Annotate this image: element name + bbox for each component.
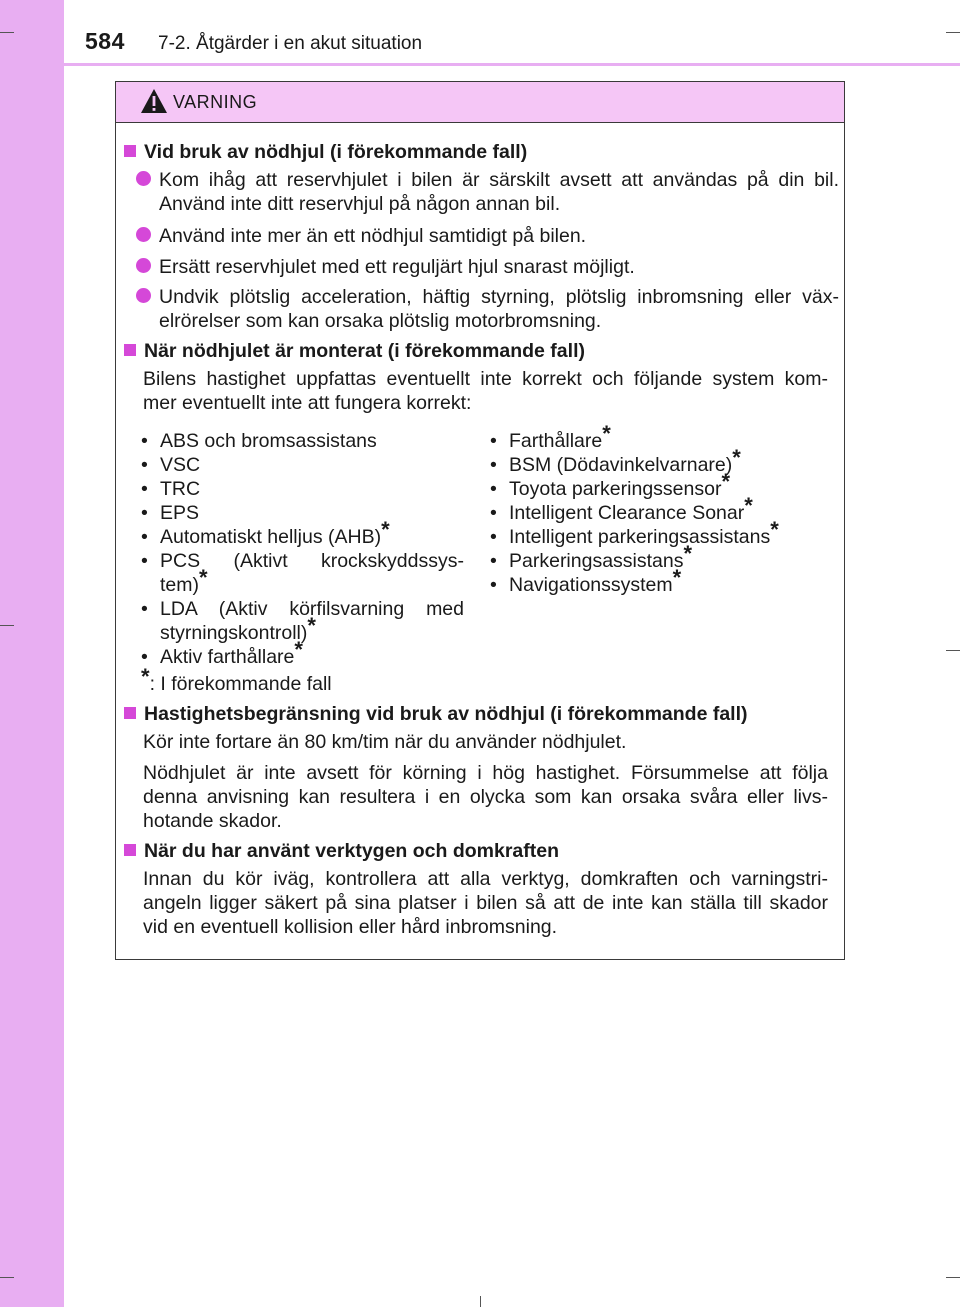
page-number: 584 <box>85 28 125 54</box>
crop-mark <box>946 650 960 651</box>
bullet-text: Undvik plötslig acceleration, häftig styrning, plötslig inbromsning eller väx- <box>159 286 839 308</box>
crop-mark <box>946 1277 960 1278</box>
section-heading: Hastighetsbegränsning vid bruk av nödhjul (i förekommande fall) <box>124 702 748 726</box>
paragraph-text: Kör inte fortare än 80 km/tim när du använder nödhjulet. <box>143 731 627 753</box>
paragraph-text: Bilens hastighet uppfattas eventuellt inte korrekt och följande system kom- <box>143 368 828 390</box>
list-item: • Automatiskt helljus (AHB)* <box>141 525 464 549</box>
list-item: • Parkeringsassistans* <box>490 549 840 573</box>
bullet-text: Använd inte ditt reservhjul på någon annan bil. <box>159 193 561 215</box>
paragraph-text: Innan du kör iväg, kontrollera att alla verktyg, domkraften och varningstri- <box>143 868 828 890</box>
paragraph-text: mer eventuellt inte att fungera korrekt: <box>143 392 472 414</box>
crop-mark <box>0 1277 14 1278</box>
paragraph-text: hotande skador. <box>143 810 282 832</box>
section-title: 7-2. Åtgärder i en akut situation <box>158 33 423 54</box>
crop-mark <box>480 1296 481 1307</box>
paragraph-text: angeln ligger säkert på sina platser i bilen så att de inte kan ställa till skador <box>143 892 828 914</box>
crop-mark <box>0 625 14 626</box>
section-heading: När nödhjulet är monterat (i förekommande fall) <box>124 339 585 363</box>
warning-content <box>116 82 844 959</box>
section-heading: När du har använt verktygen och domkraften <box>124 839 559 863</box>
list-item: • TRC <box>141 477 464 501</box>
bullet-text: Ersätt reservhjulet med ett reguljärt hjul snarast möjligt. <box>159 256 635 278</box>
section-heading: Vid bruk av nödhjul (i förekommande fall) <box>124 140 527 164</box>
list-item: • LDA (Aktiv körfilsvarning med styrningskontroll)* <box>141 597 464 645</box>
paragraph-text: Nödhjulet är inte avsett för körning i hög hastighet. Försummelse att följa <box>143 762 828 784</box>
list-item: • Aktiv farthållare* <box>141 645 464 669</box>
list-item: • Navigationssystem* <box>490 573 840 597</box>
system-list-right <box>490 421 840 597</box>
paragraph-text: vid en eventuell kollision eller hård inbromsning. <box>143 916 558 938</box>
square-bullet-icon <box>124 844 136 856</box>
list-item: • Toyota parkeringssensor* <box>490 477 840 501</box>
bullet-text: elrörelser som kan orsaka plötslig motorbromsning. <box>159 310 602 332</box>
crop-mark <box>946 32 960 33</box>
round-bullet-icon <box>136 258 151 273</box>
round-bullet-icon <box>136 227 151 242</box>
list-item: • Intelligent parkeringsassistans* <box>490 525 840 549</box>
list-item: • BSM (Dödavinkelvarnare)* <box>490 453 840 477</box>
list-item: • PCS (Aktivt krockskyddssys- tem)* <box>141 549 464 597</box>
bullet-text: Kom ihåg att reservhjulet i bilen är särskilt avsett att användas på din bil. <box>159 169 839 191</box>
square-bullet-icon <box>124 707 136 719</box>
list-item: • Intelligent Clearance Sonar* <box>490 501 840 525</box>
list-item: • ABS och bromsassistans <box>141 429 464 453</box>
side-color-strip <box>0 0 64 1307</box>
paragraph-text: denna anvisning kan resultera i en olycka som kan orsaka svåra eller livs- <box>143 786 828 808</box>
warning-title: VARNING <box>173 92 258 112</box>
system-list-left <box>141 429 464 669</box>
footnote: *: I förekommande fall <box>141 664 332 695</box>
round-bullet-icon <box>136 171 151 186</box>
bullet-text: Använd inte mer än ett nödhjul samtidigt på bilen. <box>159 225 587 247</box>
square-bullet-icon <box>124 145 136 157</box>
list-item: • Farthållare* <box>490 429 840 453</box>
header-rule <box>64 63 960 66</box>
round-bullet-icon <box>136 288 151 303</box>
crop-mark <box>0 32 14 33</box>
list-item: • VSC <box>141 453 464 477</box>
list-item: • EPS <box>141 501 464 525</box>
warning-box <box>115 81 845 960</box>
square-bullet-icon <box>124 344 136 356</box>
